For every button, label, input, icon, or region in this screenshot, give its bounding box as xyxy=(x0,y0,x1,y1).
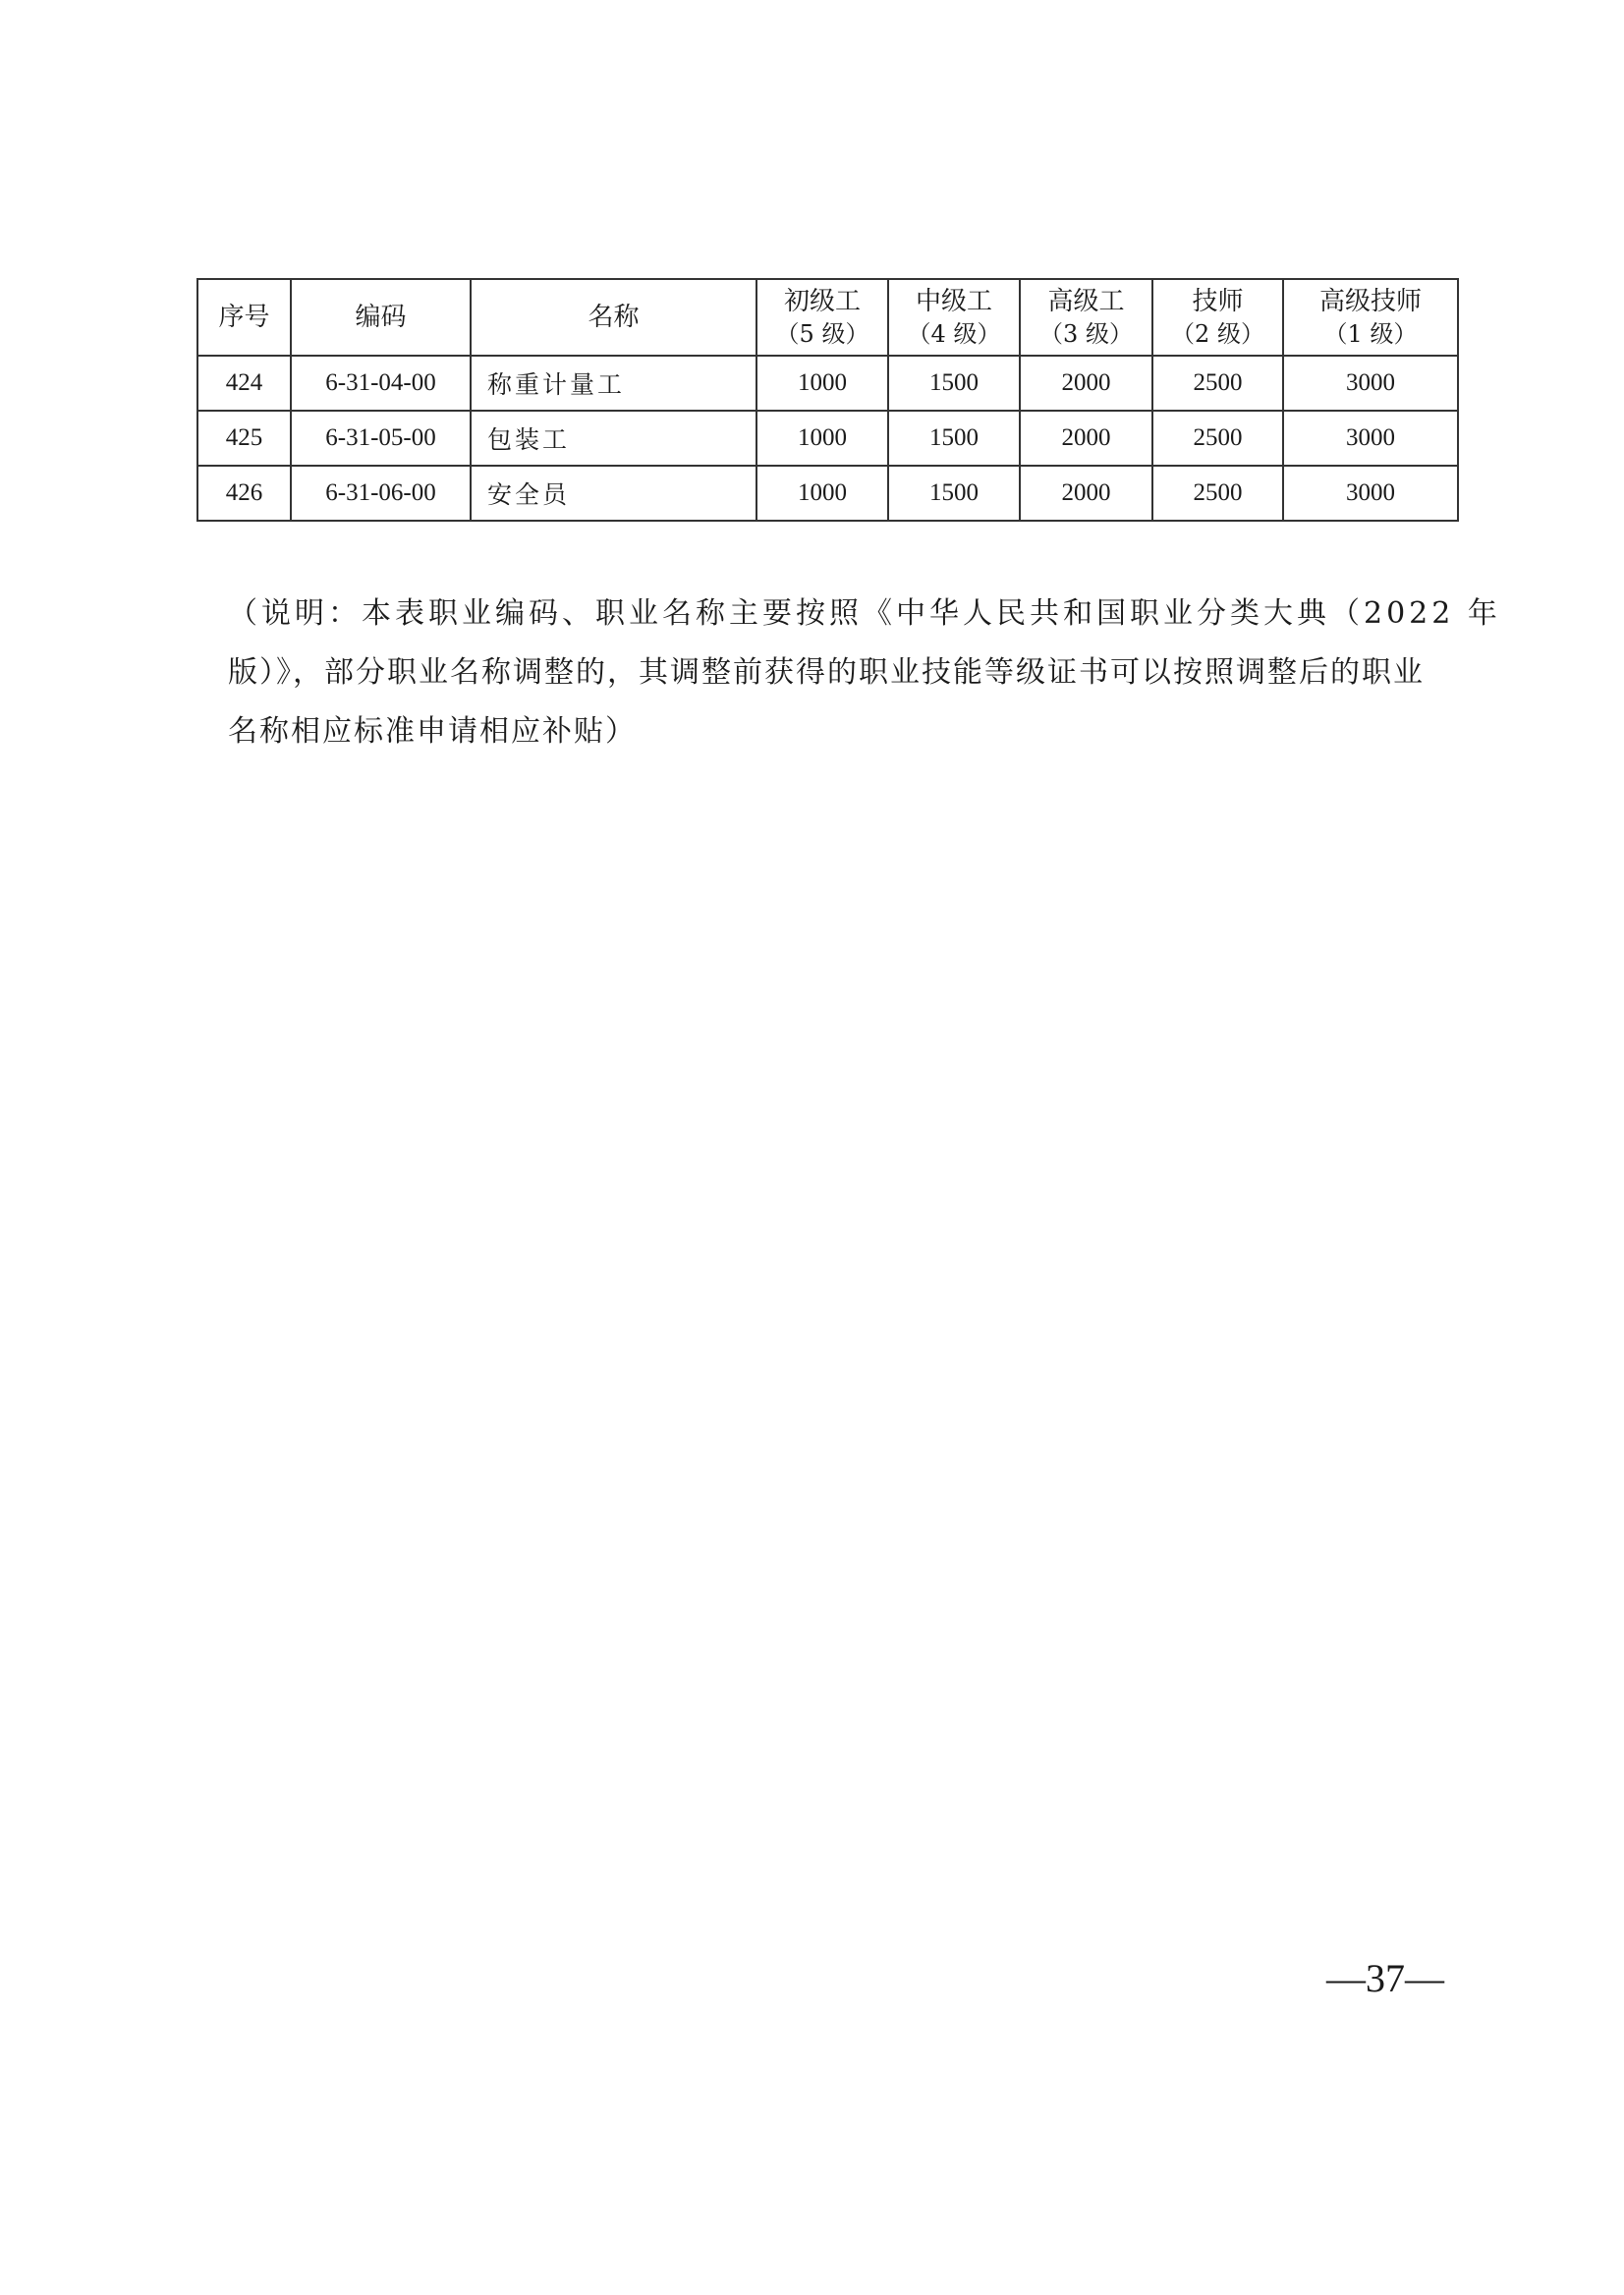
note-line: （说明：本表职业编码、职业名称主要按照《中华人民共和国职业分类大典（2022 年 xyxy=(228,596,1501,631)
cell-level-3: 2000 xyxy=(1020,356,1152,411)
cell-serial: 424 xyxy=(197,356,291,411)
header-serial: 序号 xyxy=(197,279,291,356)
cell-level-3: 2000 xyxy=(1020,466,1152,521)
header-level-3: 高级工 （3 级） xyxy=(1020,279,1152,356)
cell-level-1: 3000 xyxy=(1283,356,1458,411)
header-level-2: 技师 （2 级） xyxy=(1152,279,1283,356)
note-line: 版）》，部分职业名称调整的，其调整前获得的职业技能等级证书可以按照调整后的职业 xyxy=(228,655,1425,690)
cell-level-5: 1000 xyxy=(756,356,888,411)
cell-code: 6-31-04-00 xyxy=(291,356,471,411)
page-number: —37— xyxy=(1326,1956,1444,2000)
table-row xyxy=(197,411,1458,466)
cell-name: 安全员 xyxy=(471,466,756,521)
cell-serial: 426 xyxy=(197,466,291,521)
cell-name: 包装工 xyxy=(471,411,756,466)
cell-level-2: 2500 xyxy=(1152,356,1283,411)
cell-level-1: 3000 xyxy=(1283,466,1458,521)
cell-name: 称重计量工 xyxy=(471,356,756,411)
header-level-5: 初级工 （5 级） xyxy=(756,279,888,356)
cell-level-4: 1500 xyxy=(888,411,1020,466)
cell-level-2: 2500 xyxy=(1152,411,1283,466)
cell-code: 6-31-06-00 xyxy=(291,466,471,521)
subsidy-table xyxy=(196,278,1459,522)
header-code: 编码 xyxy=(291,279,471,356)
cell-level-1: 3000 xyxy=(1283,411,1458,466)
cell-level-4: 1500 xyxy=(888,466,1020,521)
cell-level-2: 2500 xyxy=(1152,466,1283,521)
cell-level-3: 2000 xyxy=(1020,411,1152,466)
cell-code: 6-31-05-00 xyxy=(291,411,471,466)
cell-level-5: 1000 xyxy=(756,466,888,521)
table-row xyxy=(197,466,1458,521)
cell-level-5: 1000 xyxy=(756,411,888,466)
table-note xyxy=(228,585,1501,761)
header-name: 名称 xyxy=(471,279,756,356)
header-level-4: 中级工 （4 级） xyxy=(888,279,1020,356)
table-header-row xyxy=(197,279,1458,356)
header-level-1: 高级技师 （1 级） xyxy=(1283,279,1458,356)
table-row xyxy=(197,356,1458,411)
note-line: 名称相应标准申请相应补贴） xyxy=(228,714,637,749)
cell-level-4: 1500 xyxy=(888,356,1020,411)
cell-serial: 425 xyxy=(197,411,291,466)
